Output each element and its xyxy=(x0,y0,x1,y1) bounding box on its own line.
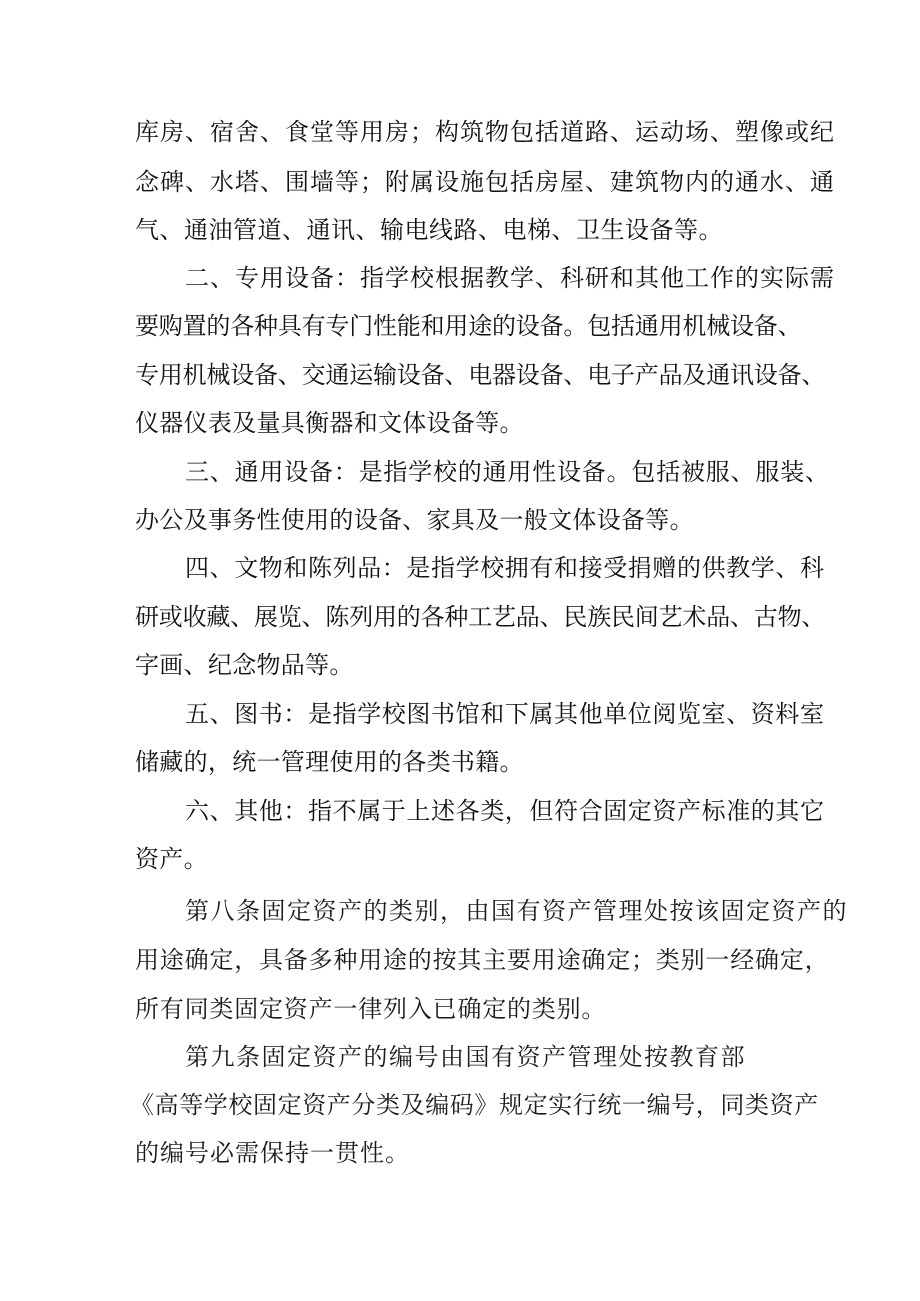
text-line: 二、专用设备：指学校根据教学、科研和其他工作的实际需 xyxy=(185,264,835,292)
text-line: 仪器仪表及量具衡器和文体设备等。 xyxy=(135,409,524,437)
text-line: 办公及事务性使用的设备、家具及一般文体设备等。 xyxy=(135,506,694,534)
text-line: 用途确定，具备多种用途的按其主要用途确定；类别一经确定， xyxy=(135,946,830,974)
text-line: 储藏的，统一管理使用的各类书籍。 xyxy=(135,748,524,776)
text-line: 专用机械设备、交通运输设备、电器设备、电子产品及通讯设备、 xyxy=(135,361,826,389)
text-line: 第九条固定资产的编号由国有资产管理处按教育部 xyxy=(185,1043,746,1071)
text-line: 三、通用设备：是指学校的通用性设备。包括被服、服装、 xyxy=(185,458,830,486)
text-line: 的编号必需保持一贯性。 xyxy=(135,1139,410,1167)
text-line: 五、图书：是指学校图书馆和下属其他单位阅览室、资料室 xyxy=(185,700,825,728)
text-line: 库房、宿舍、食堂等用房；构筑物包括道路、运动场、塑像或纪 xyxy=(135,118,835,146)
text-line: 研或收藏、展览、陈列用的各种工艺品、民族民间艺术品、古物、 xyxy=(135,603,826,631)
text-line: 气、通油管道、通讯、输电线路、电梯、卫生设备等。 xyxy=(135,216,723,244)
text-line: 资产。 xyxy=(135,845,208,873)
text-line: 念碑、水塔、围墙等；附属设施包括房屋、建筑物内的通水、通 xyxy=(135,168,835,196)
text-line: 《高等学校固定资产分类及编码》规定实行统一编号，同类资产 xyxy=(130,1091,819,1119)
text-line: 六、其他：指不属于上述各类，但符合固定资产标准的其它 xyxy=(185,797,825,825)
text-line: 所有同类固定资产一律列入已确定的类别。 xyxy=(135,995,607,1023)
text-line: 四、文物和陈列品：是指学校拥有和接受捐赠的供教学、科 xyxy=(185,554,825,582)
text-line: 第八条固定资产的类别，由国有资产管理处按该固定资产的 xyxy=(185,897,848,925)
text-line: 字画、纪念物品等。 xyxy=(135,651,354,679)
text-line: 要购置的各种具有专门性能和用途的设备。包括通用机械设备、 xyxy=(135,312,802,340)
